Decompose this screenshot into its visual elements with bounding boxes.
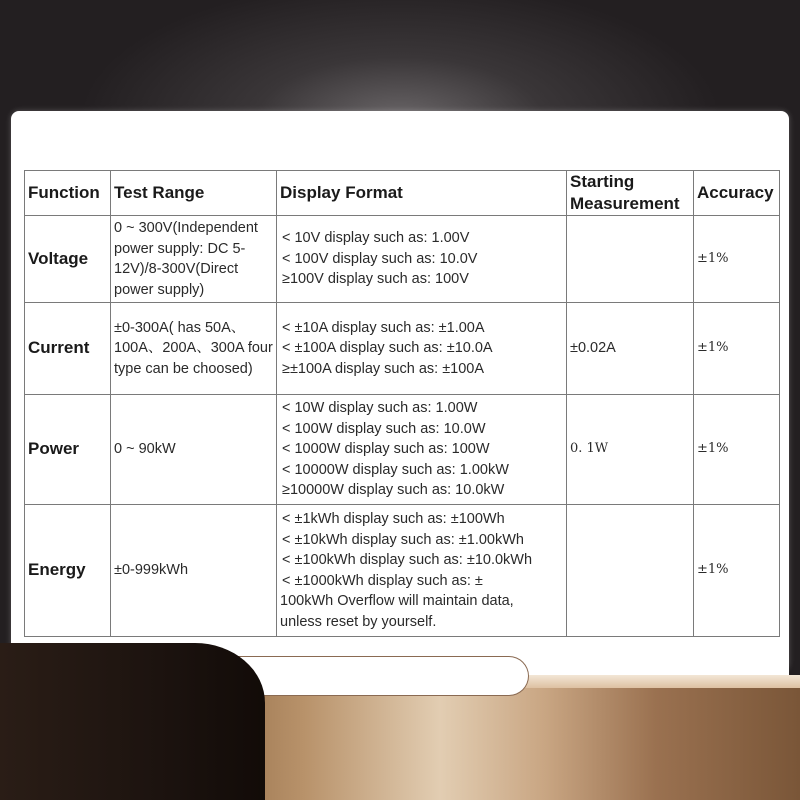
spec-table: [24, 170, 780, 637]
display-format-cell: [277, 505, 567, 637]
table-row-power: [25, 395, 780, 505]
starting-measurement-cell: [567, 216, 694, 303]
format-line: ≥±100A display such as: ±100A: [282, 360, 485, 377]
header-row: [25, 171, 780, 216]
table-row-energy: [25, 505, 780, 637]
format-line: < ±100kWh display such as: ±10.0kWh: [282, 552, 533, 568]
format-line: < 100V display such as: 10.0V: [282, 250, 478, 267]
accuracy-cell: ±1%: [694, 303, 780, 395]
function-cell: Power: [25, 395, 111, 505]
format-line: < ±1kWh display such as: ±100Wh: [282, 511, 505, 527]
format-line: < ±10kWh display such as: ±1.00kWh: [282, 531, 524, 548]
accuracy-cell: ±1%: [694, 216, 780, 303]
accuracy-cell: ±1%: [694, 505, 780, 637]
header-function: Function: [25, 171, 111, 216]
format-line: ≥10000W display such as: 10.0kW: [282, 482, 505, 499]
test-range-cell: 0 ~ 300V(Independent power supply: DC 5-12V)/8-300V(Direct power supply): [111, 216, 277, 303]
format-line: ≥100V display such as: 100V: [282, 271, 469, 288]
test-range-cell: ±0-300A( has 50A、100A、200A、300A four type can be choosed): [111, 303, 277, 395]
format-line: < ±10A display such as: ±1.00A: [282, 319, 485, 336]
starting-measurement-cell: 0. 1W: [567, 395, 694, 505]
format-line: < 100W display such as: 10.0W: [282, 420, 486, 437]
accuracy-cell: ±1%: [694, 395, 780, 505]
function-cell: Voltage: [25, 216, 111, 303]
format-line: < ±100A display such as: ±10.0A: [282, 340, 493, 357]
format-line: < ±1000kWh display such as: ±: [282, 572, 483, 589]
header-test-range: Test Range: [111, 171, 277, 216]
header-display-format: Display Format: [277, 171, 567, 216]
format-line: 100kWh Overflow will maintain data,: [280, 593, 514, 609]
format-line: < 1000W display such as: 100W: [282, 441, 490, 458]
table-row-current: [25, 303, 780, 395]
display-format-cell: [277, 216, 567, 303]
function-cell: Energy: [25, 505, 111, 637]
display-format-cell: [277, 303, 567, 395]
format-line: < 10V display such as: 1.00V: [282, 230, 470, 247]
display-format-cell: [277, 395, 567, 505]
test-range-cell: ±0-999kWh: [111, 505, 277, 637]
starting-measurement-cell: ±0.02A: [567, 303, 694, 395]
header-accuracy: Accuracy: [694, 171, 780, 216]
starting-measurement-cell: [567, 505, 694, 637]
function-cell: Current: [25, 303, 111, 395]
format-line: < 10000W display such as: 1.00kW: [282, 461, 509, 478]
dark-curved-panel: [0, 643, 265, 800]
format-line: unless reset by yourself.: [280, 613, 437, 630]
test-range-cell: 0 ~ 90kW: [111, 395, 277, 505]
format-line: < 10W display such as: 1.00W: [282, 400, 478, 417]
table-row-voltage: [25, 216, 780, 303]
header-starting-measurement: Starting Measurement: [567, 171, 694, 216]
